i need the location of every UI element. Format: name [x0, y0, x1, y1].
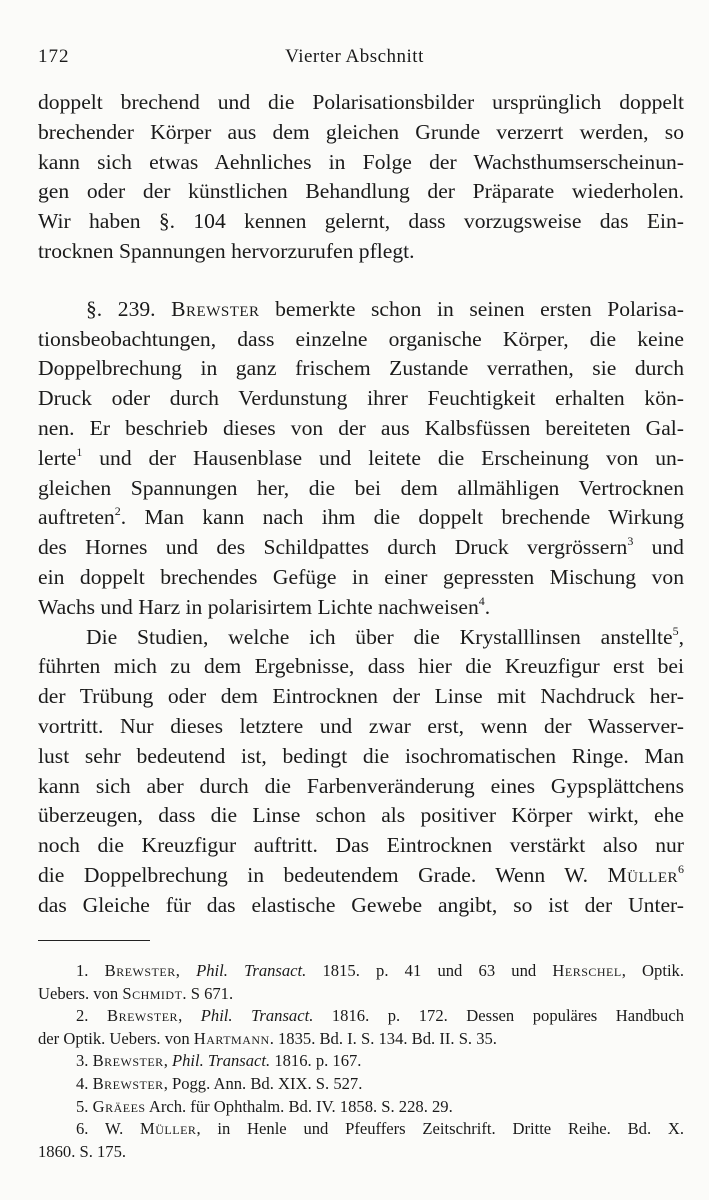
author-name: Müller	[607, 862, 678, 887]
text-line: tionsbeobachtungen, dass einzelne organische Körper, die keine	[38, 326, 684, 351]
text-line: kann sich aber durch die Farbenveränderung eines Gypsplättchens	[38, 773, 684, 798]
section-number: §. 239.	[86, 296, 156, 321]
text-line: ein doppelt brechendes Gefüge in einer gepressten Mischung von	[38, 564, 684, 589]
footnote-5: 5. Gräees Arch. für Ophthalm. Bd. IV. 1858. S. 228. 29.	[76, 1096, 453, 1116]
text-line: lerte$^1$ und der Hausenblase und leitete die Erscheinung von un-	[38, 444, 684, 470]
footnote-2-cont: der Optik. Uebers. von Hartmann. 1835. Bd. I. S. 134. Bd. II. S. 35.	[38, 1028, 497, 1048]
footnote-4: 4. Brewster, Pogg. Ann. Bd. XIX. S. 527.	[76, 1073, 363, 1093]
text-line: doppelt brechend und die Polarisationsbilder ursprünglich doppelt	[38, 90, 684, 114]
author-name: Brewster	[171, 296, 260, 321]
footnote-ref[interactable]: 5	[672, 623, 679, 638]
text-line: trocknen Spannungen hervorzurufen pflegt.	[38, 238, 415, 263]
running-title: Vierter Abschnitt	[285, 46, 424, 67]
text-line: Die Studien, welche ich über die Krystalllinsen anstellte$^5$,	[86, 623, 684, 649]
text-line: Doppelbrechung in ganz frischem Zustande verrathen, sie durch	[38, 356, 684, 381]
footnote-3: 3. Brewster, Phil. Transact. 1816. p. 167.	[76, 1051, 362, 1071]
page-header	[38, 46, 671, 74]
footnote-ref[interactable]: 6	[678, 861, 684, 876]
text-line: führten mich zu dem Ergebnisse, dass hier die Kreuzfigur erst bei	[38, 654, 684, 679]
main-text	[38, 88, 684, 921]
text-line: das Gleiche für das elastische Gewebe angibt, so ist der Unter-	[38, 892, 684, 917]
footnote-1: 1. Brewster, Phil. Transact. 1815. p. 41 und 63 und Herschel, Optik.	[76, 961, 685, 980]
text-line: der Trübung oder dem Eintrocknen der Linse mit Nachdruck her-	[38, 684, 684, 709]
text-line: nen. Er beschrieb dieses von der aus Kalbsfüssen bereiteten Gal-	[38, 415, 684, 440]
text-line: Wir haben §. 104 kennen gelernt, dass vorzugsweise das Ein-	[38, 209, 684, 234]
footnote-ref[interactable]: 2	[114, 504, 121, 519]
text-line: lust sehr bedeutend ist, bedingt die isochromatischen Ringe. Man	[38, 743, 684, 768]
text-line: gen oder der künstlichen Behandlung der Präparate wiederholen.	[38, 179, 684, 204]
footnote-6-cont: 1860. S. 175.	[38, 1141, 127, 1161]
text-line: des Hornes und des Schildpattes durch Druck vergrössern$^3$ und	[38, 534, 684, 560]
footnotes	[38, 960, 684, 1163]
footnote-6: 6. W. Müller, in Henle und Pfeuffers Zeitschrift. Dritte Reihe. Bd. X.	[76, 1119, 684, 1139]
footnote-divider	[38, 940, 150, 941]
footnote-2: 2. Brewster, Phil. Transact. 1816. p. 172. Dessen populäres Handbuch	[76, 1006, 684, 1026]
text-line: überzeugen, dass die Linse schon als positiver Körper wirkt, ehe	[38, 803, 684, 828]
footnote-ref[interactable]: 1	[76, 444, 83, 459]
text-line: noch die Kreuzfigur auftritt. Das Eintrocknen verstärkt also nur	[38, 833, 684, 858]
page-number: 172	[38, 46, 70, 67]
text-line: Wachs und Harz in polarisirtem Lichte nachweisen$^4$.	[38, 593, 491, 619]
text-line: gleichen Spannungen her, die bei dem allmähligen Vertrocknen	[38, 475, 684, 500]
text-line: brechender Körper aus dem gleichen Grunde verzerrt werden, so	[38, 119, 684, 144]
text-line: Druck oder durch Verdunstung ihrer Feuchtigkeit erhalten kön-	[38, 386, 684, 411]
footnote-1-cont: Uebers. von Schmidt. S 671.	[38, 983, 234, 1003]
footnote-ref[interactable]: 4	[478, 593, 485, 608]
footnote-ref[interactable]: 3	[627, 534, 634, 549]
text-line: auftreten$^2$. Man kann nach ihm die doppelt brechende Wirkung	[38, 504, 684, 530]
section-heading-line: §. 239. Brewster bemerkte schon in seinen ersten Polarisa-	[86, 296, 684, 321]
text-line: die Doppelbrechung in bedeutendem Grade. Wenn W. Müller$^6$	[38, 861, 684, 887]
text-line: kann sich etwas Aehnliches in Folge der Wachsthumserscheinun-	[38, 149, 684, 174]
text-line: vortritt. Nur dieses letztere und zwar erst, wenn der Wasserver-	[38, 713, 684, 738]
